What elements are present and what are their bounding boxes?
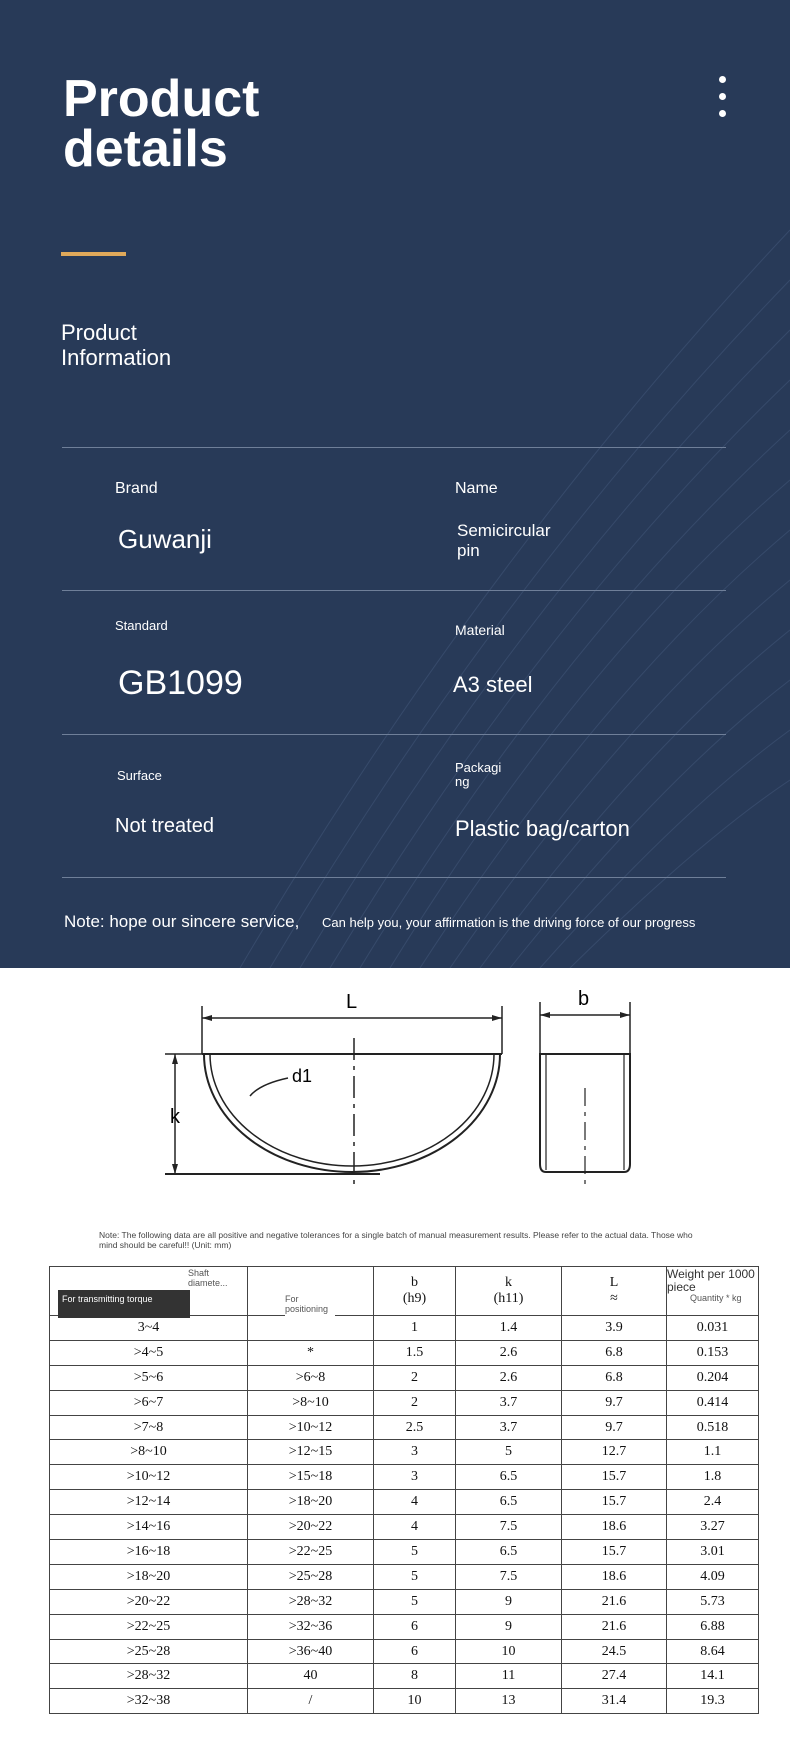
table-row: [50, 1316, 759, 1341]
table-cell: >4~5: [50, 1340, 248, 1365]
section-title: Product Information: [61, 320, 172, 370]
table-cell: >8~10: [50, 1440, 248, 1465]
table-cell: >16~18: [50, 1540, 248, 1565]
table-cell: >14~16: [50, 1515, 248, 1540]
accent-divider: [61, 252, 126, 256]
table-cell: >6~7: [50, 1390, 248, 1415]
table-cell: 6.5: [456, 1540, 562, 1565]
service-note: Note: hope our sincere service,: [64, 912, 300, 931]
name-label: Name: [455, 480, 498, 497]
table-cell: 9.7: [562, 1390, 667, 1415]
dimension-label-b: b: [578, 988, 590, 1010]
weight-label: Weight per 1000 piece: [667, 1267, 755, 1294]
table-cell: 14.1: [667, 1664, 759, 1689]
table-row: [50, 1614, 759, 1639]
table-cell: 1.1: [667, 1440, 759, 1465]
table-cell: >8~10: [248, 1390, 374, 1415]
table-cell: 8.64: [667, 1639, 759, 1664]
material-label: Material: [455, 622, 505, 638]
table-cell: 40: [248, 1664, 374, 1689]
pin-dimension-diagram: [150, 988, 640, 1188]
table-cell: 7.5: [456, 1564, 562, 1589]
table-cell: 0.518: [667, 1415, 759, 1440]
table-cell: 4: [374, 1515, 456, 1540]
row-divider: [62, 734, 726, 735]
table-cell: 1.4: [456, 1316, 562, 1341]
table-cell: 7.5: [456, 1515, 562, 1540]
table-cell: 3.7: [456, 1390, 562, 1415]
brand-label: Brand: [115, 480, 158, 497]
table-row: [50, 1564, 759, 1589]
table-cell: >20~22: [50, 1589, 248, 1614]
table-cell: 3~4: [50, 1316, 248, 1341]
table-cell: >18~20: [50, 1564, 248, 1589]
table-cell: 6: [374, 1614, 456, 1639]
table-cell: 6: [374, 1639, 456, 1664]
table-cell: *: [248, 1340, 374, 1365]
measurement-disclaimer: Note: The following data are all positive and negative tolerances for a single batch of manual measurement results. Please refer to the actual data. Those who mind should be careful!! (Unit: mm): [99, 1230, 693, 1250]
table-cell: 5: [374, 1564, 456, 1589]
k-header: k (h11): [456, 1267, 562, 1316]
row-divider: [62, 447, 726, 448]
table-cell: /: [248, 1689, 374, 1714]
table-cell: 3: [374, 1465, 456, 1490]
table-cell: 0.031: [667, 1316, 759, 1341]
table-cell: 31.4: [562, 1689, 667, 1714]
quantity-label: Quantity * kg: [690, 1293, 742, 1303]
table-cell: 27.4: [562, 1664, 667, 1689]
table-cell: 8: [374, 1664, 456, 1689]
table-cell: 21.6: [562, 1614, 667, 1639]
table-cell: 2.5: [374, 1415, 456, 1440]
table-cell: 0.414: [667, 1390, 759, 1415]
table-cell: 5.73: [667, 1589, 759, 1614]
table-cell: 2: [374, 1365, 456, 1390]
dimension-label-d1: d1: [292, 1066, 313, 1086]
table-cell: >32~38: [50, 1689, 248, 1714]
table-row: [50, 1639, 759, 1664]
table-cell: >15~18: [248, 1465, 374, 1490]
table-cell: 24.5: [562, 1639, 667, 1664]
table-cell: >22~25: [50, 1614, 248, 1639]
service-note-continued: Can help you, your affirmation is the driving force of our progress: [322, 915, 696, 930]
table-cell: 1.5: [374, 1340, 456, 1365]
table-cell: 1: [374, 1316, 456, 1341]
table-cell: 1.8: [667, 1465, 759, 1490]
table-row: [50, 1689, 759, 1714]
table-cell: 6.8: [562, 1340, 667, 1365]
table-cell: >12~14: [50, 1490, 248, 1515]
table-row: [50, 1340, 759, 1365]
table-cell: 9.7: [562, 1415, 667, 1440]
table-cell: >18~20: [248, 1490, 374, 1515]
table-cell: 6.8: [562, 1365, 667, 1390]
packaging-label: Packaging: [455, 760, 502, 789]
table-cell: 9: [456, 1589, 562, 1614]
table-cell: 12.7: [562, 1440, 667, 1465]
table-cell: >36~40: [248, 1639, 374, 1664]
table-cell: 5: [456, 1440, 562, 1465]
table-cell: 2: [374, 1390, 456, 1415]
table-cell: >10~12: [50, 1465, 248, 1490]
table-cell: >28~32: [248, 1589, 374, 1614]
table-cell: 10: [456, 1639, 562, 1664]
table-cell: 6.5: [456, 1465, 562, 1490]
table-cell: >6~8: [248, 1365, 374, 1390]
table-cell: >28~32: [50, 1664, 248, 1689]
table-cell: 2.4: [667, 1490, 759, 1515]
table-cell: >25~28: [248, 1564, 374, 1589]
table-row: [50, 1415, 759, 1440]
table-cell: 2.6: [456, 1340, 562, 1365]
table-cell: 3: [374, 1440, 456, 1465]
table-row: [50, 1589, 759, 1614]
table-cell: >10~12: [248, 1415, 374, 1440]
material-value: A3 steel: [453, 672, 533, 697]
packaging-value: Plastic bag/carton: [455, 816, 630, 841]
dimension-label-k: k: [170, 1106, 180, 1128]
table-cell: 5: [374, 1589, 456, 1614]
table-cell: 4: [374, 1490, 456, 1515]
brand-value: Guwanji: [118, 524, 212, 554]
table-row: [50, 1440, 759, 1465]
table-cell: 3.9: [562, 1316, 667, 1341]
table-cell: >5~6: [50, 1365, 248, 1390]
row-divider: [62, 590, 726, 591]
table-cell: 2.6: [456, 1365, 562, 1390]
table-cell: >20~22: [248, 1515, 374, 1540]
table-cell: 3.7: [456, 1415, 562, 1440]
standard-label: Standard: [115, 618, 168, 633]
table-cell: 15.7: [562, 1490, 667, 1515]
table-cell: >32~36: [248, 1614, 374, 1639]
shaft-diameter-label: Shaft diamete...: [188, 1268, 238, 1292]
table-cell: >25~28: [50, 1639, 248, 1664]
table-cell: >12~15: [248, 1440, 374, 1465]
table-cell: 10: [374, 1689, 456, 1714]
table-cell: >7~8: [50, 1415, 248, 1440]
table-cell: 6.88: [667, 1614, 759, 1639]
page-title: Product details: [63, 70, 260, 178]
table-cell: 3.27: [667, 1515, 759, 1540]
more-vertical-icon[interactable]: [714, 76, 730, 126]
table-cell: 11: [456, 1664, 562, 1689]
table-cell: 15.7: [562, 1540, 667, 1565]
table-row: [50, 1490, 759, 1515]
table-cell: 18.6: [562, 1515, 667, 1540]
table-cell: 5: [374, 1540, 456, 1565]
table-row: [50, 1540, 759, 1565]
surface-value: Not treated: [115, 815, 214, 837]
table-row: [50, 1465, 759, 1490]
torque-label: For transmitting torque: [58, 1290, 190, 1318]
table-cell: 6.5: [456, 1490, 562, 1515]
table-cell: 15.7: [562, 1465, 667, 1490]
table-cell: 19.3: [667, 1689, 759, 1714]
table-row: [50, 1365, 759, 1390]
table-cell: 18.6: [562, 1564, 667, 1589]
dimension-label-L: L: [346, 991, 358, 1013]
table-cell: 21.6: [562, 1589, 667, 1614]
table-cell: >22~25: [248, 1540, 374, 1565]
table-cell: 3.01: [667, 1540, 759, 1565]
table-row: [50, 1390, 759, 1415]
table-cell: 0.153: [667, 1340, 759, 1365]
name-value: Semicircular pin: [457, 521, 551, 560]
surface-label: Surface: [117, 768, 162, 783]
table-cell: 13: [456, 1689, 562, 1714]
table-row: [50, 1664, 759, 1689]
table-cell: 9: [456, 1614, 562, 1639]
standard-value: GB1099: [118, 664, 243, 702]
b-header: b (h9): [374, 1267, 456, 1316]
positioning-label: For positioning: [285, 1292, 335, 1340]
dimension-table: [49, 1266, 759, 1714]
table-cell: 4.09: [667, 1564, 759, 1589]
row-divider: [62, 877, 726, 878]
L-header: L ≈: [562, 1267, 667, 1316]
table-cell: 0.204: [667, 1365, 759, 1390]
table-row: [50, 1515, 759, 1540]
